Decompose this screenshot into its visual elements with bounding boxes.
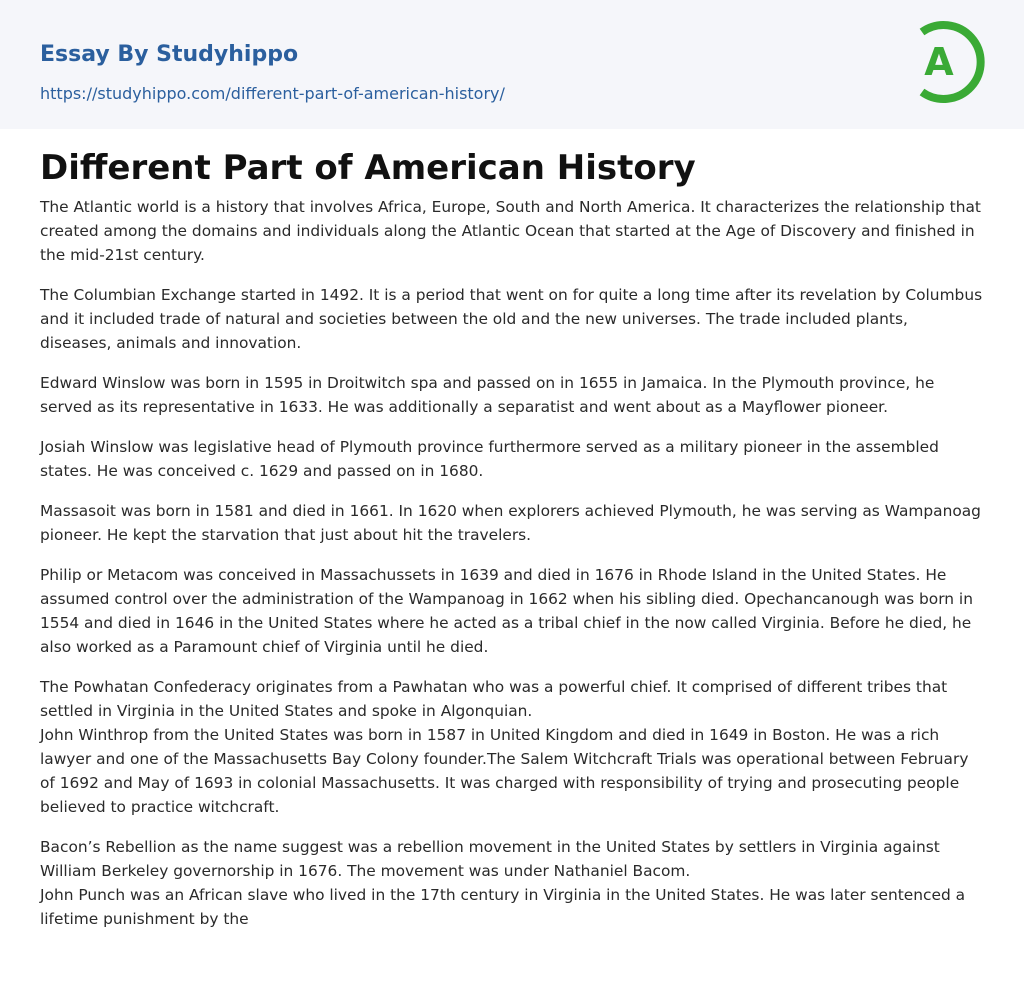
logo-letter: A bbox=[924, 40, 954, 84]
essay-content bbox=[40, 145, 984, 931]
essay-paragraph: Philip or Metacom was conceived in Massachussets in 1639 and died in 1676 in Rhode Island in the United States. He assumed control over the administration of the Wampanoag in 1662 when his sibling died. Opechancanough was born in 1554 and died in 1646 in the United States where he acted as a tribal chief in the now called Virginia. Before he died, he also worked as a Paramount chief of Virginia until he died. bbox=[40, 566, 973, 656]
essay-paragraph: The Columbian Exchange started in 1492. It is a period that went on for quite a long time after its revelation by Columbus and it included trade of natural and societies between the old and the new universes. The trade included plants, diseases, animals and innovation. bbox=[40, 286, 983, 352]
essay-paragraph: Edward Winslow was born in 1595 in Droitwitch spa and passed on in 1655 in Jamaica. In the Plymouth province, he served as its representative in 1633. He was additionally a separatist and went about as a Mayflower pioneer. bbox=[40, 374, 935, 416]
essay-paragraph: Bacon’s Rebellion as the name suggest was a rebellion movement in the United States by settlers in Virginia against William Berkeley governorship in 1676. The movement was under Nathaniel Bacom. bbox=[40, 838, 940, 880]
essay-paragraph: John Winthrop from the United States was born in 1587 in United Kingdom and died in 1649 in Boston. He was a rich lawyer and one of the Massachusetts Bay Colony founder.The Salem Witchcraft Trials was operational between February of 1692 and May of 1693 in colonial Massachusetts. It was charged with responsibility of trying and prosecuting people believed to practice witchcraft. bbox=[40, 726, 969, 816]
essay-url-link[interactable]: https://studyhippo.com/different-part-of-american-history/ bbox=[40, 84, 505, 103]
site-header bbox=[0, 0, 1024, 129]
essay-paragraph: Josiah Winslow was legislative head of Plymouth province furthermore served as a military pioneer in the assembled states. He was conceived c. 1629 and passed on in 1680. bbox=[40, 438, 939, 480]
essay-paragraph: The Powhatan Confederacy originates from a Pawhatan who was a powerful chief. It comprised of different tribes that settled in Virginia in the United States and spoke in Algonquian. bbox=[40, 678, 948, 720]
essay-paragraph: The Atlantic world is a history that involves Africa, Europe, South and North America. It characterizes the relationship that created among the domains and individuals along the Atlantic Ocean that started at the Age of Discovery and finished in the mid-21st century. bbox=[40, 198, 981, 264]
studyhippo-logo-icon[interactable] bbox=[912, 18, 986, 106]
site-brand[interactable]: Essay By Studyhippo bbox=[40, 42, 299, 67]
essay-paragraph: Massasoit was born in 1581 and died in 1661. In 1620 when explorers achieved Plymouth, he was serving as Wampanoag pioneer. He kept the starvation that just about hit the travelers. bbox=[40, 502, 981, 544]
essay-paragraph: John Punch was an African slave who lived in the 17th century in Virginia in the United States. He was later sentenced a lifetime punishment by the bbox=[40, 886, 966, 928]
essay-title: Different Part of American History bbox=[40, 148, 696, 188]
